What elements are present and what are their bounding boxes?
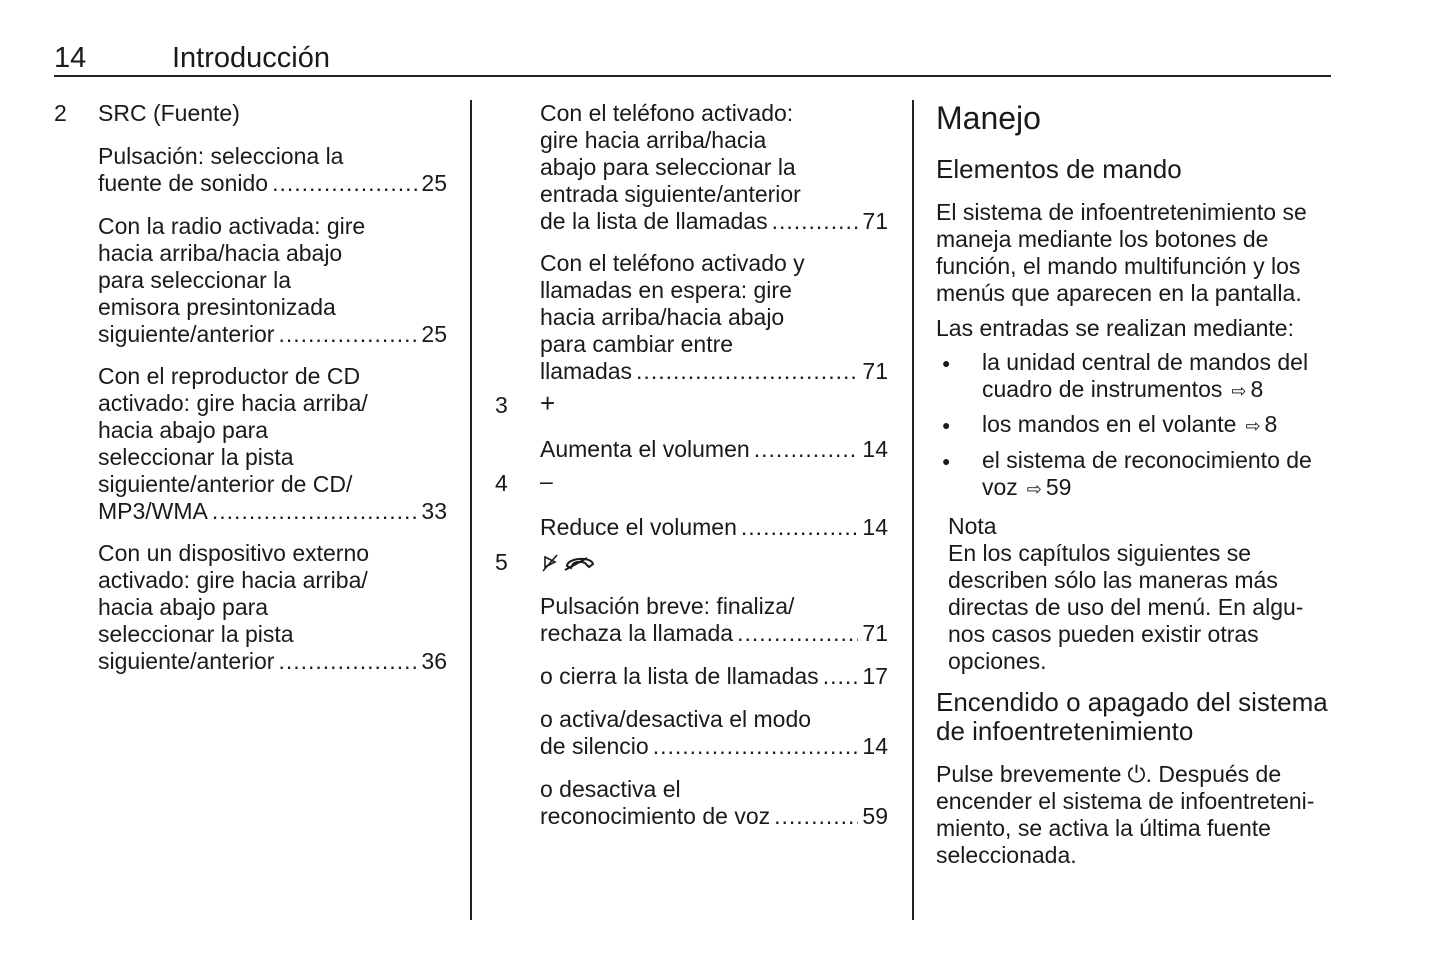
paragraph-text: seleccionada.	[936, 842, 1077, 868]
page-reference: 14	[862, 436, 888, 462]
section-heading: de infoentretenimiento	[936, 716, 1194, 746]
entry-text: gire hacia arriba/hacia	[540, 127, 767, 153]
leader-dots	[772, 208, 859, 235]
leader-dots	[737, 620, 858, 647]
note-title: Nota	[948, 513, 997, 539]
page-arrow-icon: ⇨	[1021, 479, 1042, 499]
toc-entry-line	[540, 733, 888, 760]
bullet-text-line: la unidad central de mandos del	[982, 349, 1309, 375]
paragraph-text: encender el sistema de infoentreteni-	[936, 788, 1315, 814]
note-text: nos casos pueden existir otras	[948, 621, 1259, 647]
entry-text: emisora presintonizada	[98, 294, 336, 320]
toc-entry-line	[98, 170, 447, 197]
toc-entry-line	[98, 498, 447, 525]
leader-dots	[636, 358, 858, 385]
entry-text: activado: gire hacia arriba/	[98, 390, 368, 416]
page-reference: 71	[862, 208, 888, 234]
toc-entry-line	[540, 803, 888, 830]
item-number: 4	[495, 470, 508, 496]
intro-text: maneja mediante los botones de	[936, 226, 1269, 252]
page-arrow-icon: ⇨	[1240, 416, 1261, 436]
page-arrow-icon: ⇨	[1226, 381, 1247, 401]
entry-text: llamadas	[540, 358, 633, 384]
page-reference: 25	[421, 170, 447, 196]
entry-text: Con un dispositivo externo	[98, 540, 370, 566]
entry-text: Pulsación: selecciona la	[98, 143, 344, 169]
hang-up-phone-icon	[563, 554, 597, 572]
entry-text: siguiente/anterior de CD/	[98, 471, 353, 497]
bullet-text-line: los mandos en el volante	[982, 411, 1237, 437]
heading-manejo: Manejo	[936, 100, 1041, 136]
page-reference: 59	[1045, 474, 1072, 500]
entry-text: entrada siguiente/anterior	[540, 181, 801, 207]
minus-symbol: –	[540, 468, 553, 494]
intro-text: menús que aparecen en la pantalla.	[936, 280, 1302, 306]
paragraph-text: . Después de	[1145, 761, 1282, 787]
page-reference: 59	[862, 803, 888, 829]
section-heading: Encendido o apagado del sistema	[936, 687, 1328, 717]
entry-text: o cierra la lista de llamadas	[540, 663, 819, 689]
bullet-dot: ●	[942, 417, 951, 433]
entry-text: siguiente/anterior	[98, 648, 275, 674]
page-reference: 71	[862, 620, 888, 646]
entries-label: Las entradas se realizan mediante:	[936, 315, 1294, 341]
entry-text: hacia arriba/hacia abajo	[540, 304, 785, 330]
intro-text: función, el mando multifunción y los	[936, 253, 1301, 279]
paragraph-text: Pulse brevemente	[936, 761, 1122, 787]
entry-text: rechaza la llamada	[540, 620, 734, 646]
entry-text: hacia abajo para	[98, 594, 269, 620]
toc-entry-line	[540, 620, 888, 647]
leader-dots	[741, 514, 859, 541]
entry-text: reconocimiento de voz	[540, 803, 771, 829]
bullet-text-line: el sistema de reconocimiento de	[982, 447, 1312, 473]
mute-voice-icon	[541, 553, 561, 573]
page-reference: 33	[421, 498, 447, 524]
toc-entry-line	[540, 436, 888, 463]
note-text: describen sólo las maneras más	[948, 567, 1278, 593]
entry-text: hacia arriba/hacia abajo	[98, 240, 343, 266]
entry-text: llamadas en espera: gire	[540, 277, 792, 303]
item-number: 3	[495, 392, 508, 418]
leader-dots	[823, 663, 859, 690]
leader-dots	[653, 733, 859, 760]
plus-symbol: +	[540, 388, 556, 418]
toc-entry-line	[540, 208, 888, 235]
bullet-text	[982, 411, 1277, 440]
entry-text: seleccionar la pista	[98, 444, 294, 470]
entry-text: o activa/desactiva el modo	[540, 706, 812, 732]
bullet-text	[982, 447, 1312, 474]
page-reference: 8	[1264, 411, 1278, 437]
bullet-dot: ●	[942, 355, 951, 371]
bullet-text	[982, 349, 1308, 376]
note-text: opciones.	[948, 648, 1047, 674]
column-divider	[470, 100, 472, 920]
toc-entry-line	[540, 514, 888, 541]
page-reference: 36	[421, 648, 447, 674]
leader-dots	[212, 498, 418, 525]
leader-dots	[278, 321, 417, 348]
entry-text: fuente de sonido	[98, 170, 269, 196]
page-reference: 14	[862, 733, 888, 759]
entry-text: Aumenta el volumen	[540, 436, 750, 462]
column-divider	[912, 100, 914, 920]
entry-text: Con el teléfono activado:	[540, 100, 794, 126]
entry-text: MP3/WMA	[98, 498, 208, 524]
entry-text: Con el reproductor de CD	[98, 363, 361, 389]
item-label: SRC (Fuente)	[98, 100, 240, 126]
bullet-dot: ●	[942, 453, 951, 469]
entry-text: Con el teléfono activado y	[540, 250, 805, 276]
header-rule	[54, 75, 1331, 77]
entry-text: de silencio	[540, 733, 649, 759]
entry-text: para cambiar entre	[540, 331, 734, 357]
entry-text: hacia abajo para	[98, 417, 269, 443]
entry-text: seleccionar la pista	[98, 621, 294, 647]
page-reference: 8	[1250, 376, 1264, 402]
page-number: 14	[54, 42, 87, 74]
intro-text: El sistema de infoentretenimiento se	[936, 199, 1307, 225]
leader-dots	[278, 648, 417, 675]
entry-text: siguiente/anterior	[98, 321, 275, 347]
leader-dots	[754, 436, 859, 463]
note-text: directas de uso del menú. En algu-	[948, 594, 1304, 620]
bullet-text	[982, 376, 1263, 405]
leader-dots	[272, 170, 417, 197]
bullet-text	[982, 474, 1071, 503]
entry-text: o desactiva el	[540, 776, 681, 802]
item-number: 2	[54, 100, 67, 126]
leader-dots	[774, 803, 858, 830]
page-reference: 17	[862, 663, 888, 689]
page-reference: 25	[421, 321, 447, 347]
bullet-text-line: cuadro de instrumentos	[982, 376, 1223, 402]
entry-text: Con la radio activada: gire	[98, 213, 366, 239]
page-reference: 71	[862, 358, 888, 384]
toc-entry-line	[98, 648, 447, 675]
entry-text: abajo para seleccionar la	[540, 154, 796, 180]
subheading: Elementos de mando	[936, 154, 1182, 184]
entry-text: Reduce el volumen	[540, 514, 737, 540]
toc-entry-line	[98, 321, 447, 348]
entry-text: activado: gire hacia arriba/	[98, 567, 368, 593]
entry-text: para seleccionar la	[98, 267, 292, 293]
item-number: 5	[495, 549, 508, 575]
note-text: En los capítulos siguientes se	[948, 540, 1252, 566]
paragraph-line	[936, 761, 1281, 788]
toc-entry-line	[540, 663, 888, 690]
power-icon: ⏻	[1127, 761, 1146, 787]
entry-text: de la lista de llamadas	[540, 208, 768, 234]
section-title: Introducción	[172, 42, 330, 74]
paragraph-text: miento, se activa la última fuente	[936, 815, 1271, 841]
page-reference: 14	[862, 514, 888, 540]
bullet-text-line: voz	[982, 474, 1018, 500]
entry-text: Pulsación breve: finaliza/	[540, 593, 795, 619]
toc-entry-line	[540, 358, 888, 385]
